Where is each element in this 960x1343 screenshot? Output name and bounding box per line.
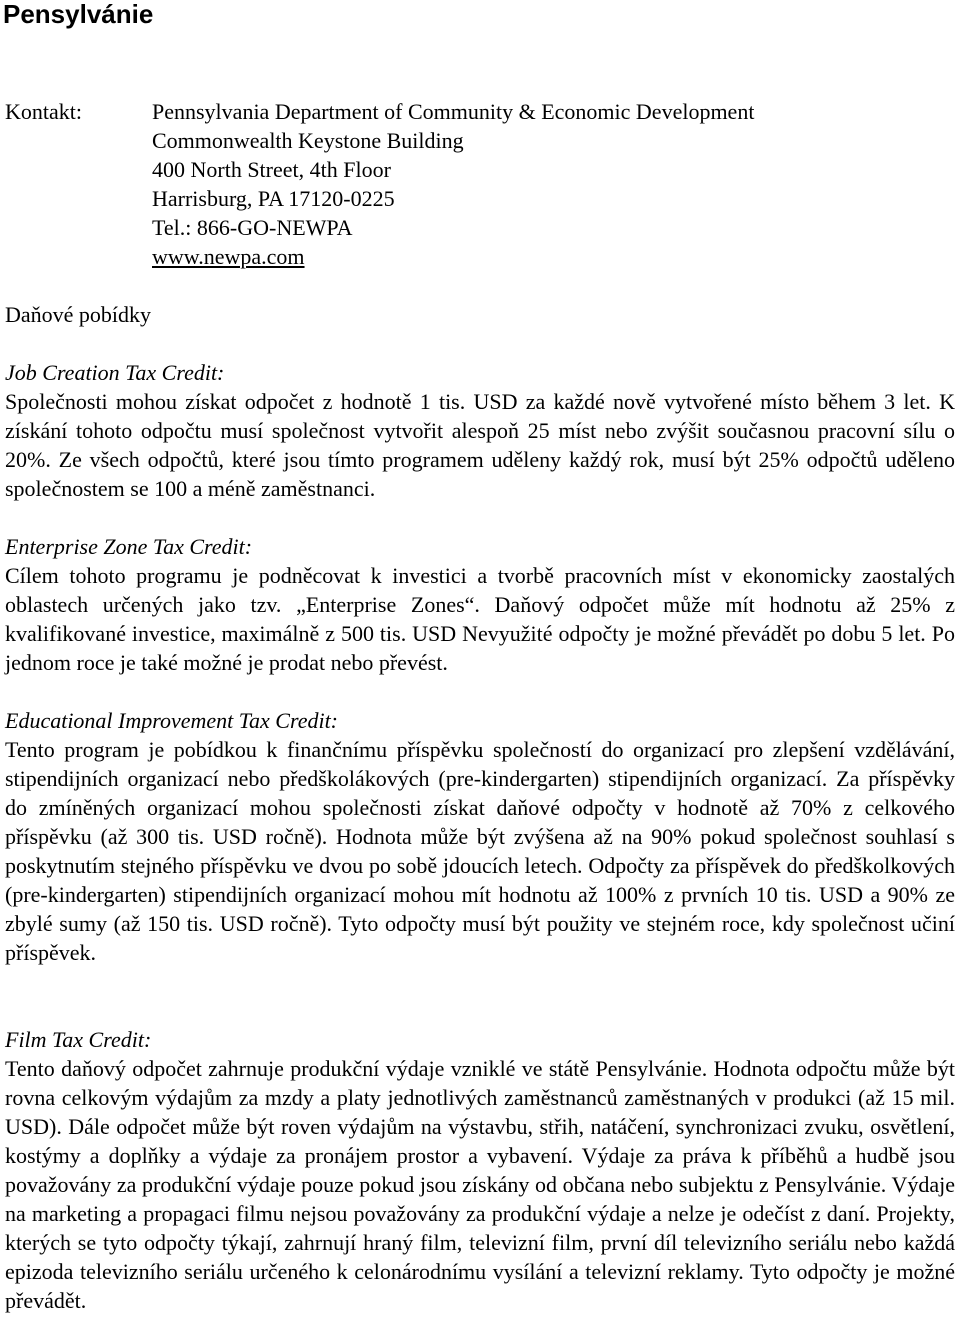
film-tax-credit-heading: Film Tax Credit: (5, 1027, 152, 1052)
job-creation-text: Společnosti mohou získat odpočet z hodnotě 1 tis. USD za každé nově vytvořené místo během 3 let. K získání tohoto odpočtu musí společnost vytvořit alespoň 25 míst nebo zvýšit současnou pracovní sílu o 20%. Ze všech odpočtů, které jsou tímto programem uděleny každý rok, musí být 25% odpočtů uděleno společnostem se 100 a méně zaměstnanci. (5, 389, 955, 501)
enterprise-zone-text: Cílem tohoto programu je podněcovat k investici a tvorbě pracovních míst v ekonomicky zaostalých oblastech určených jako tzv. „Enterprise Zones“. Daňový odpočet může mít hodnotu až 25% z kvalifikované investice, maximálně z 500 tis. USD Nevyužité odpočty je možné převádět po dobu 5 let. Po jednom roce je také možné je prodat nebo převést. (5, 563, 955, 675)
contact-address-block (152, 97, 754, 271)
educational-improvement-text: Tento program je pobídkou k finančnímu příspěvku společností do organizací pro zlepšení vzdělávání, stipendijních organizací nebo předškolákových (pre-kindergarten) stipendijních organizací. Za příspěvky do zmíněných organizací mohou společnosti získat daňové odpočty v hodnotě až 70% z celkového příspěvku (až 300 tis. USD ročně). Hodnota může být zvýšena až na 90% pokud společnost souhlasí s poskytnutím stejného příspěvku ve dvou po sobě jdoucích letech. Odpočty za příspěvek do předškolkových (pre-kindergarten) stipendijních organizací mohou mít hodnotu až 100% z prvních 10 tis. USD a 90% ze zbylé sumy (až 150 tis. USD ročně). Tyto odpočty musí být použity ve stejném roce, kdy společnost učiní příspěvek. (5, 737, 955, 965)
job-creation-heading: Job Creation Tax Credit: (5, 360, 225, 385)
contact-building: Commonwealth Keystone Building (152, 128, 464, 153)
page-title: Pensylvánie (3, 0, 154, 29)
contact-city: Harrisburg, PA 17120-0225 (152, 186, 395, 211)
enterprise-zone-heading: Enterprise Zone Tax Credit: (5, 534, 253, 559)
contact-website-link[interactable]: www.newpa.com (152, 244, 305, 269)
contact-organization: Pennsylvania Department of Community & Economic Development (152, 99, 755, 124)
film-tax-credit-text: Tento daňový odpočet zahrnuje produkční výdaje vzniklé ve státě Pensylvánie. Hodnota odpočtu může být rovna celkovým výdajům za mzdy a platy jednotlivých zaměstnanců zaměstnaných v produkci (až 15 mil. USD). Dále odpočet může být roven výdajům na výstavbu, střih, natáčení, synchronizaci zvuku, osvětlení, kostýmy a doplňky a výdaje za pronájem prostor a vybavení. Výdaje za práva k příběhů a hudbě jsou považovány za produkční výdaje pouze pokud jsou získány od občana nebo subjektu z Pensylvánie. Výdaje na marketing a propagaci filmu nejsou považovány za produkční výdaje a nelze je odečíst z daní. Projekty, kterých se tyto odpočty týkají, zahrnují hraný film, televizní film, první díl televizního seriálu nebo každá epizoda televizního seriálu určeného k celonárodnímu vysílání a televizní reklamy. Tyto odpočty je možné převádět. (5, 1056, 955, 1313)
tax-incentives-heading: Daňové pobídky (5, 302, 152, 327)
educational-improvement-heading: Educational Improvement Tax Credit: (5, 708, 339, 733)
contact-phone: Tel.: 866-GO-NEWPA (152, 215, 353, 240)
contact-street: 400 North Street, 4th Floor (152, 157, 391, 182)
contact-label: Kontakt: (5, 99, 82, 124)
